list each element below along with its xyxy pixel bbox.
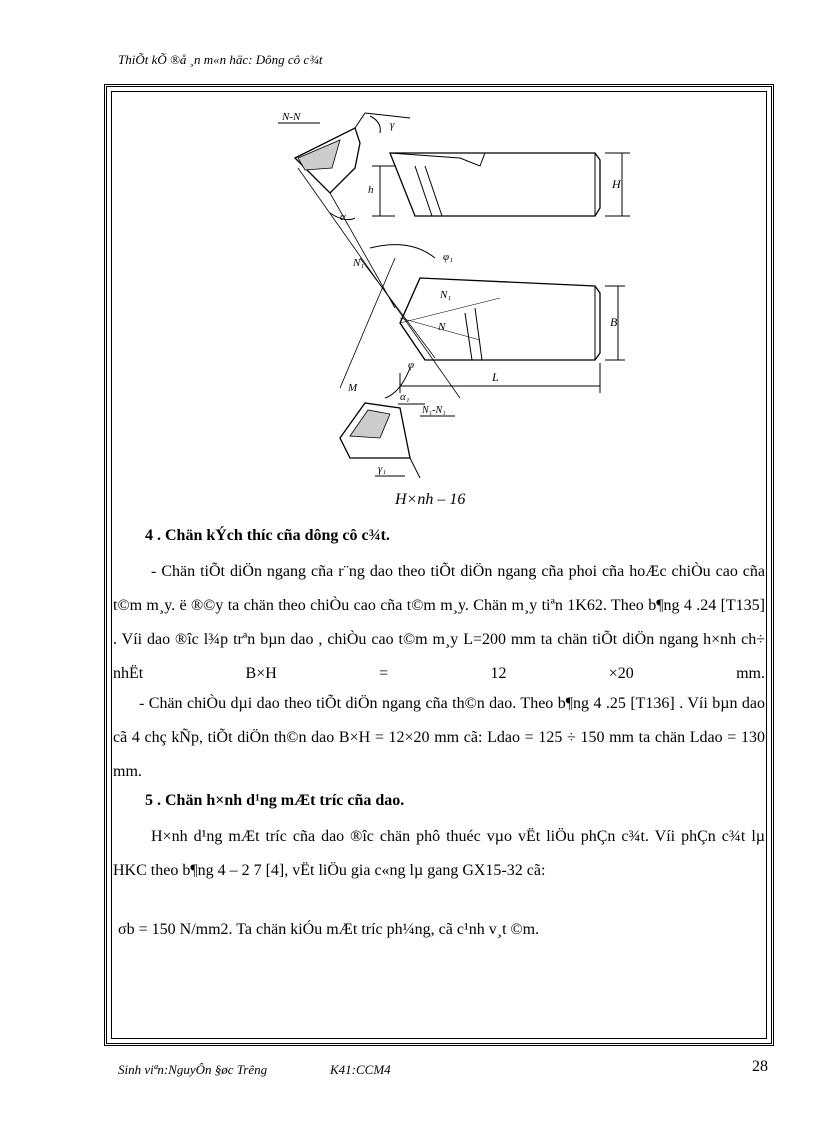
footer-student: Sinh viªn:NguyÔn §øc Trêng <box>118 1062 268 1077</box>
label-gamma1: γ₁ <box>378 463 387 475</box>
label-L: L <box>492 370 499 384</box>
label-m: M <box>348 382 358 394</box>
heading-section-5: 5 . Chän h×nh d¹ng mÆt tríc cña dao. <box>145 792 405 809</box>
page-number: 28 <box>752 1058 768 1075</box>
cutting-tool-drawing <box>260 108 640 488</box>
paragraph-strength: σb = 150 N/mm2. Ta chän kiÓu mÆt tríc ph¼ng, cã c¹nh v¸t ©m. <box>118 921 540 938</box>
footer-class: K41:CCM4 <box>330 1062 391 1077</box>
label-n1n1: N₁-N₁ <box>422 405 446 416</box>
label-B: B <box>610 315 618 329</box>
label-alpha: α <box>340 211 346 223</box>
label-nn: N-N <box>282 111 301 123</box>
heading-section-4: 4 . Chän kÝch thíc cña dông cô c¾t. <box>145 527 390 544</box>
label-phi: φ <box>408 359 415 371</box>
label-alpha1: α₁ <box>400 391 410 403</box>
label-H: H <box>612 177 621 191</box>
label-n: N <box>438 321 446 333</box>
figure-caption: H×nh – 16 <box>395 491 466 508</box>
label-n1-a: N₁ <box>353 257 365 269</box>
label-h: h <box>368 184 374 196</box>
paragraph-cross-section: - Chän tiÕt diÖn ngang cña r¨ng dao theo tiÕt diÖn ngang cña phoi cña hoÆc chiÒu cao cña t©m m¸y. ë ®©y ta chän theo chiÒu cao cña t©m m¸y. Chän m¸y tiªn 1K62. Theo b¶ng 4 .24 [T135] . Víi dao ®îc l¾p trªn bµn dao , chiÒu cao t©m m¸y L=200 mm ta chän tiÕt diÖn ngang h×nh ch÷ nhËt B×H = 12 ×20 mm. <box>113 563 765 682</box>
label-phi1: φ₁ <box>443 251 453 263</box>
label-n1-b: N₁ <box>440 289 452 301</box>
paragraph-tool-length: - Chän chiÒu dµi dao theo tiÕt diÖn ngang cña th©n dao. Theo b¶ng 4 .25 [T136] . Víi bµn dao cã 4 chç kÑp, tiÕt diÖn th©n dao B×H = 12×20 mm cã: Ldao = 125 ÷ 150 mm ta chän Ldao = 130 mm. <box>113 695 765 780</box>
label-gamma: γ <box>390 119 395 131</box>
page-header: ThiÕt kÕ ®å ¸n m«n häc: Dông cô c¾t <box>118 52 323 67</box>
paragraph-rake-face: H×nh d¹ng mÆt tríc cña dao ®îc chän phô thuéc vµo vËt liÖu phÇn c¾t. Víi phÇn c¾t lµ HKC theo b¶ng 4 – 2 7 [4], vËt liÖu gia c«ng lµ gang GX15-32 cã: <box>113 828 765 879</box>
